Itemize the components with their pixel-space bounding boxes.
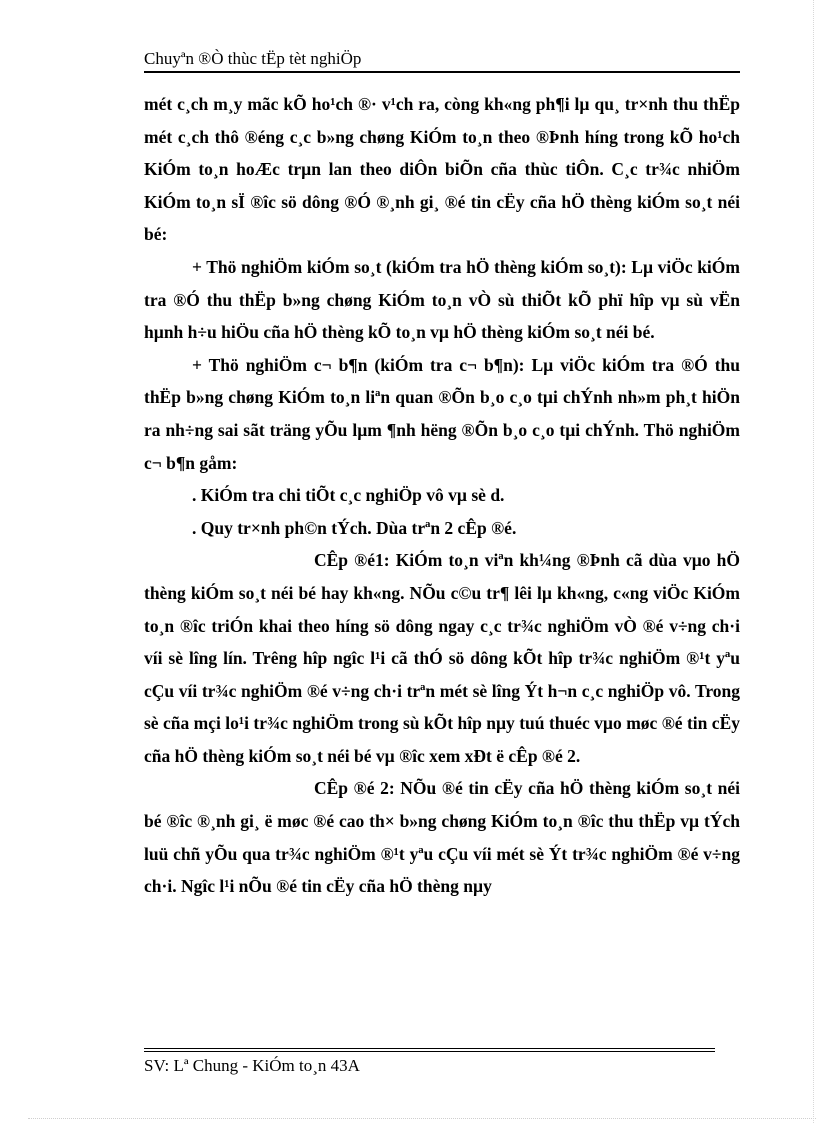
paragraph-3: + Thö nghiÖm c¬ b¶n (kiÓm tra c¬ b¶n): Lµ viÖc kiÓm tra ®Ó thu thËp b»ng chøng KiÓm to¸n liªn quan ®Õn b¸o c¸o tµi chÝnh nh»m ph¸t hiÖn ra nh÷ng sai sãt träng yÕu lµm ¶nh hëng ®Õn b¸o c¸o tµi chÝnh. Thö nghiÖm c¬ b¶n gåm: bbox=[144, 354, 740, 473]
list-item-1: . KiÓm tra chi tiÕt c¸c nghiÖp vô vµ sè d. bbox=[192, 485, 505, 506]
header-rule bbox=[144, 71, 740, 73]
page-bottom-edge bbox=[28, 1118, 816, 1119]
page-footer: SV: Lª Chung - KiÓm to¸n 43A bbox=[144, 1056, 360, 1075]
page-right-edge bbox=[813, 0, 814, 1123]
footer-rule-bottom bbox=[144, 1051, 715, 1052]
paragraph-level-1: CÊp ®é1: KiÓm to¸n viªn kh¼ng ®Þnh cã dùa vµo hÖ thèng kiÓm so¸t néi bé hay kh«ng. NÕu c©u tr¶ lêi lµ kh«ng, c«ng viÖc KiÓm to¸n ®îc triÓn khai theo híng sö dông ngay c¸c tr¾c nghiÖm vÒ ®é v÷ng ch·i víi sè lîng lín. Trêng hîp ngîc l¹i cã thÓ sö dông kÕt hîp tr¾c nghiÖm ®¹t yªu cÇu víi tr¾c nghiÖm ®é v÷ng ch·i trªn mét sè lîng Ýt h¬n c¸c nghiÖp vô. Trong sè cña mçi lo¹i tr¾c nghiÖm trong sù kÕt hîp nµy tuú thuéc vµo møc ®é tin cËy cña hÖ thèng kiÓm so¸t néi bé vµ ®îc xem xÐt ë cÊp ®é 2. bbox=[144, 550, 740, 766]
list-item-2: . Quy tr×nh ph©n tÝch. Dùa trªn 2 cÊp ®é. bbox=[192, 517, 517, 538]
paragraph-1: mét c¸ch m¸y mãc kÕ ho¹ch ®· v¹ch ra, còng kh«ng ph¶i lµ qu¸ tr×nh thu thËp mét c¸ch thô ®éng c¸c b»ng chøng KiÓm to¸n theo ®Þnh híng trong kÕ ho¹ch KiÓm to¸n hoÆc trµn lan theo diÔn biÕn cña thùc tiÔn. C¸c tr¾c nhiÖm KiÓm to¸n sÏ ®îc sö dông ®Ó ®¸nh gi¸ ®é tin cËy cña hÖ thèng kiÓm so¸t néi bé: bbox=[144, 94, 740, 245]
paragraph-2: + Thö nghiÖm kiÓm so¸t (kiÓm tra hÖ thèng kiÓm so¸t): Lµ viÖc kiÓm tra ®Ó thu thËp b»ng chøng KiÓm to¸n vÒ sù thiÕt kÕ phï hîp vµ sù vËn hµnh h÷u hiÖu cña hÖ thèng kÕ to¸n vµ hÖ thèng kiÓm so¸t néi bé. bbox=[144, 256, 740, 343]
document-body bbox=[144, 88, 740, 903]
footer-rule-top bbox=[144, 1048, 715, 1049]
paragraph-level-2: CÊp ®é 2: NÕu ®é tin cËy cña hÖ thèng kiÓm so¸t néi bé ®îc ®¸nh gi¸ ë møc ®é cao th× b»ng chøng KiÓm to¸n ®îc thu thËp vµ tÝch luü chñ yÕu qua tr¾c nghiÖm ®¹t yªu cÇu víi mét sè Ýt tr¾c nghiÖm ®é v÷ng ch·i. Ngîc l¹i nÕu ®é tin cËy cña hÖ thèng nµy bbox=[144, 778, 740, 897]
page-header: Chuyªn ®Ò thùc tËp tèt nghiÖp bbox=[144, 49, 362, 68]
